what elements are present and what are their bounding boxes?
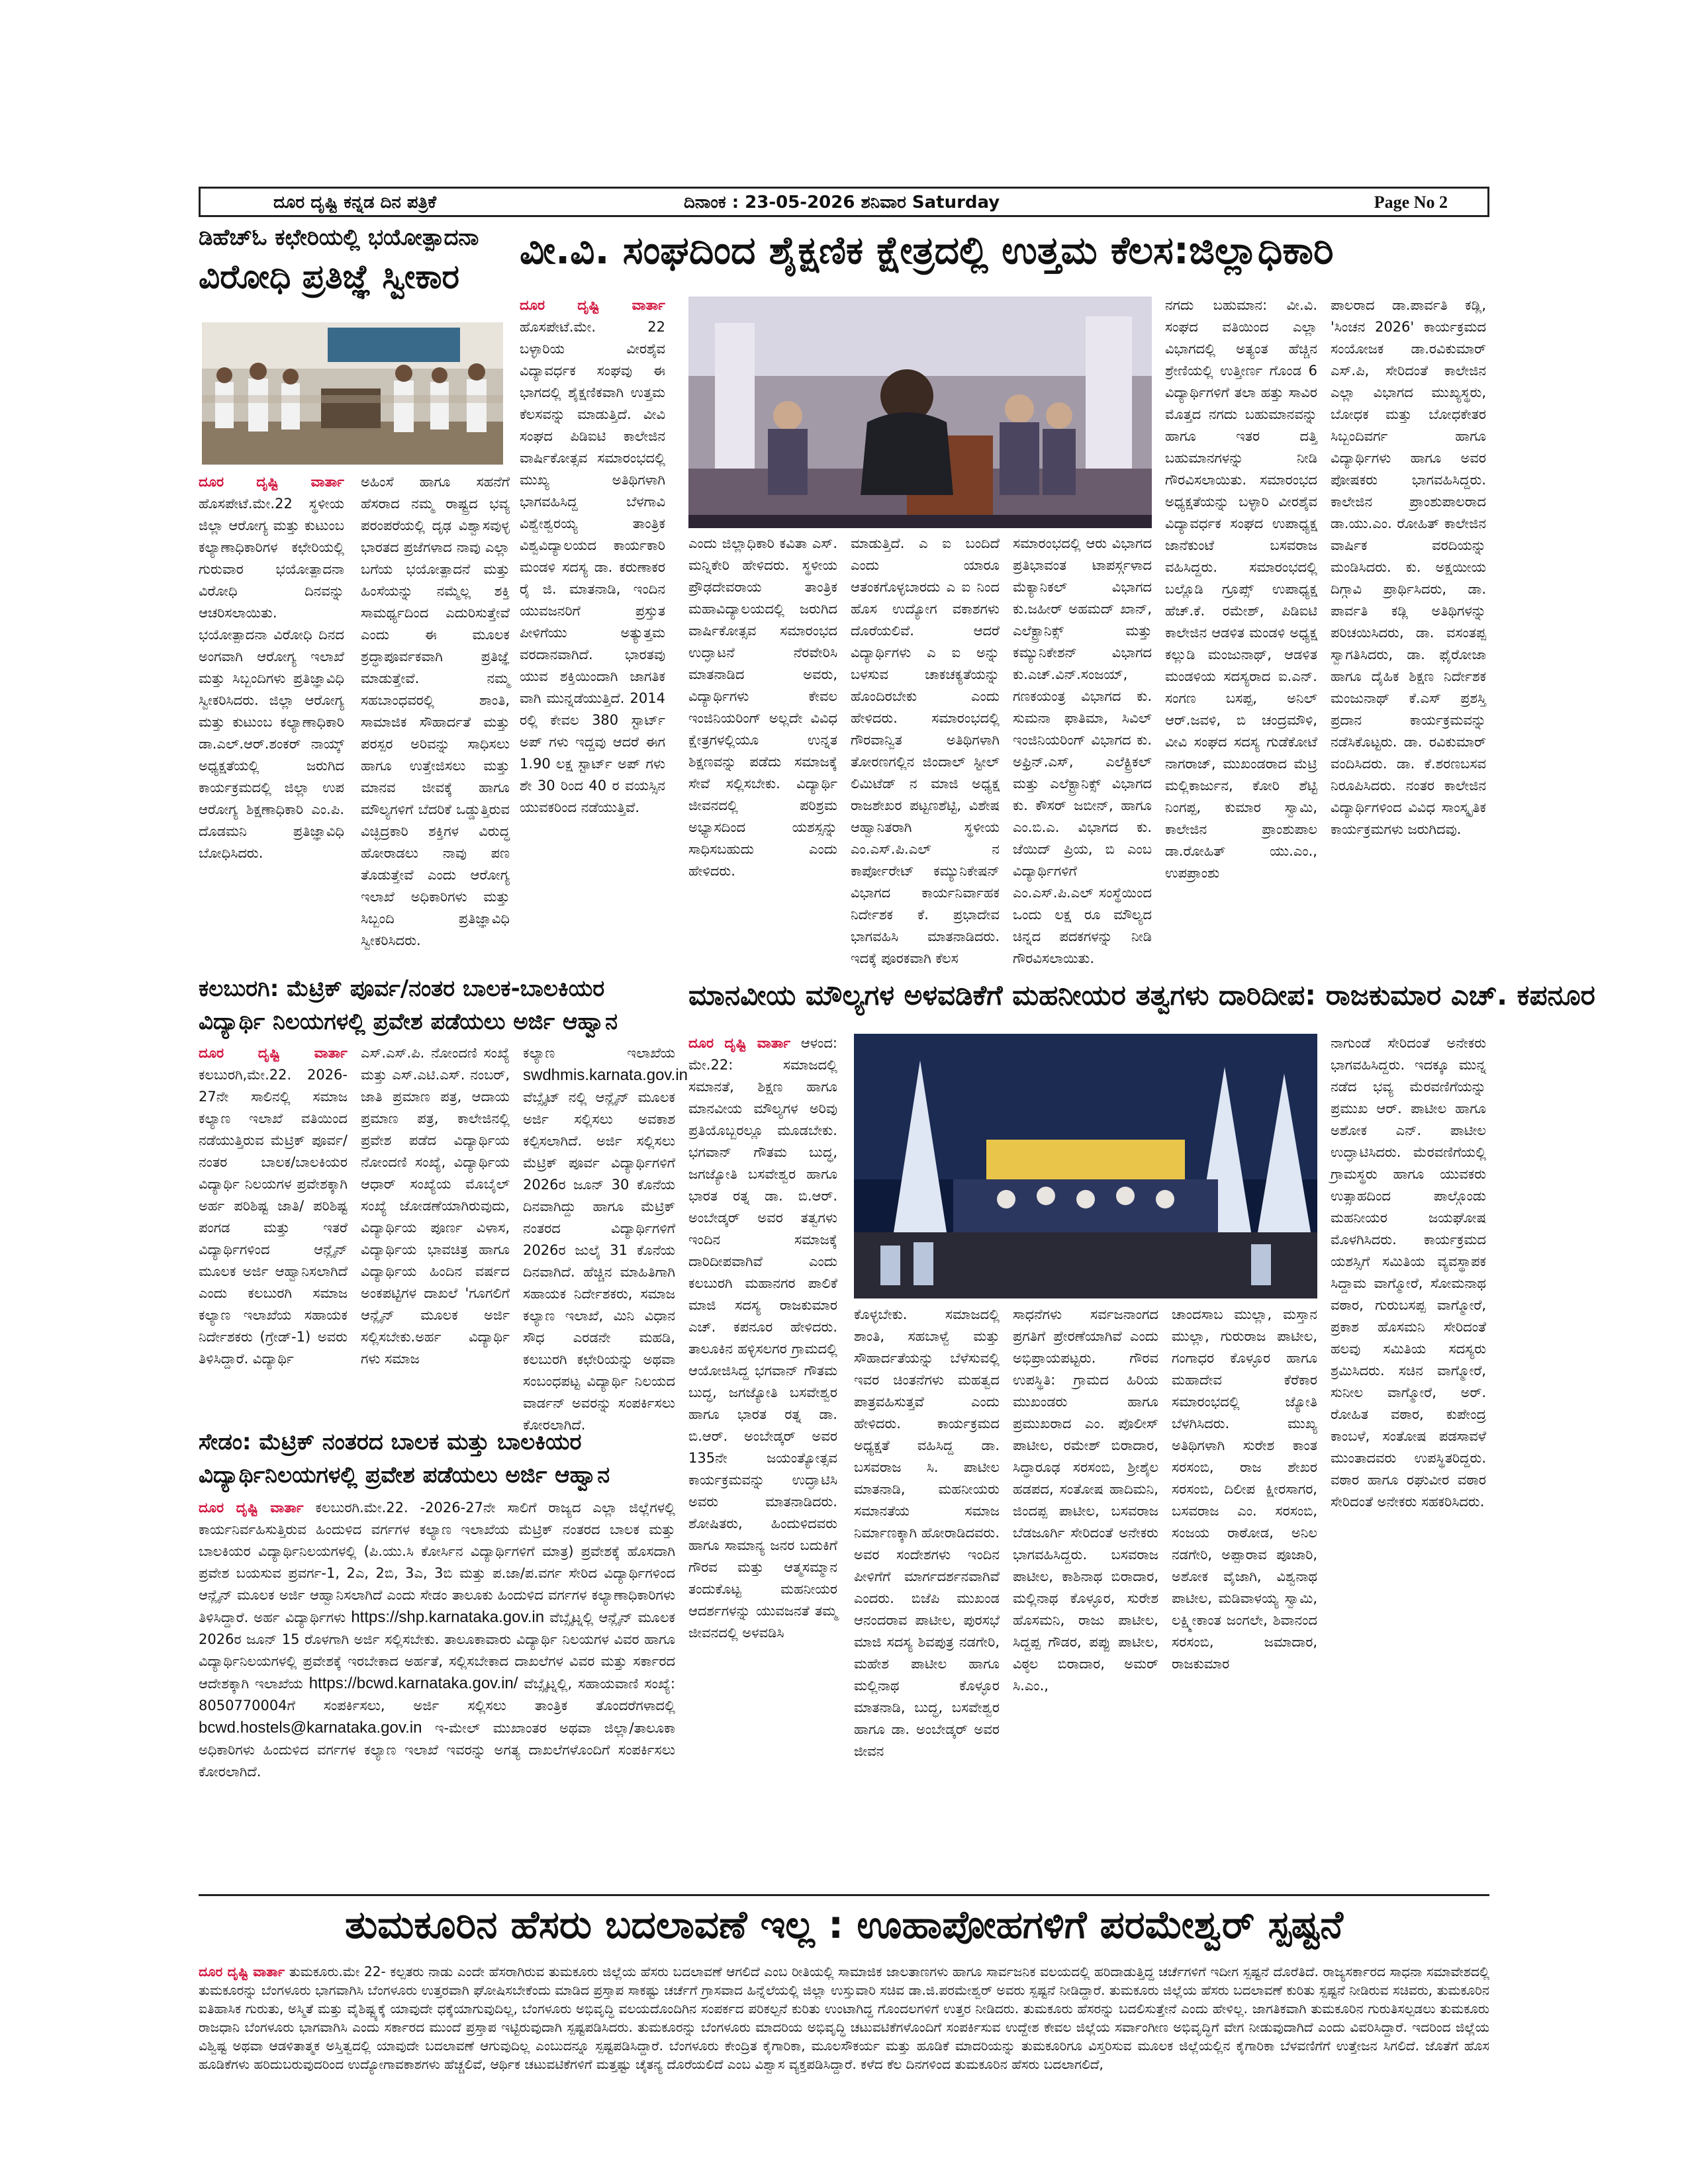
article1-col2: ಅಹಿಂಸೆ ಹಾಗೂ ಸಹನೆಗೆ ಹೆಸರಾದ ನಮ್ಮ ರಾಷ್ಟ್ರದ ಭವ್ಯ ಪರಂಪರೆಯಲ್ಲಿ ದೃಢ ವಿಶ್ವಾಸವುಳ್ಳ ಭಾರತದ ಪ್ರಜೆಗಳಾದ ನಾವು ಎಲ್ಲಾ ಬಗೆಯ ಭಯೋತ್ಪಾದನೆ ಮತ್ತು ಹಿಂಸೆಯನ್ನು ನಮ್ಮೆಲ್ಲ ಶಕ್ತಿ ಸಾಮರ್ಥ್ಯದಿಂದ ಎದುರಿಸುತ್ತೇವೆ ಎಂದು ಈ ಮೂಲಕ ಶ್ರದ್ಧಾಪೂರ್ವಕವಾಗಿ ಪ್ರತಿಜ್ಞೆ ಮಾಡುತ್ತೇವೆ. ನಮ್ಮ ಸಹಬಾಂಧವರಲ್ಲಿ ಶಾಂತಿ, ಸಾಮಾಜಿಕ ಸೌಹಾರ್ದತೆ ಮತ್ತು ಪರಸ್ಪರ ಅರಿವನ್ನು ಸಾಧಿಸಲು ಹಾಗೂ ಉತ್ತೇಜಿಸಲು ಮತ್ತು ಮಾನವ ಜೀವಕ್ಕೆ ಹಾಗೂ ಮೌಲ್ಯಗಳಿಗೆ ಬೆದರಿಕೆ ಒಡ್ಡುತ್ತಿರುವ ವಿಚ್ಛಿದ್ರಕಾರಿ ಶಕ್ತಿಗಳ ವಿರುದ್ಧ ಹೋರಾಡಲು ನಾವು ಪಣ ತೊಡುತ್ತೇವೆ ಎಂದು ಆರೋಗ್ಯ ಇಲಾಖೆ ಅಧಿಕಾರಿಗಳು ಮತ್ತು ಸಿಬ್ಬಂದಿ ಪ್ರತಿಜ್ಞಾವಿಧಿ ಸ್ವೀಕರಿಸಿದರು. xyxy=(361,474,510,948)
article5-headline: ಮಾನವೀಯ ಮೌಲ್ಯಗಳ ಅಳವಡಿಕೆಗೆ ಮಹನೀಯರ ತತ್ವಗಳು ದಾರಿದೀಪ: ರಾಜಕುಮಾರ ಎಚ್. ಕಪನೂರ xyxy=(688,979,1595,1011)
article6-byline: ದೂರ ದೃಷ್ಟಿ ವಾರ್ತಾ xyxy=(199,1964,285,1979)
article2-col-f: ಪಾಲರಾದ ಡಾ.ಪಾರ್ವತಿ ಕಡ್ಲಿ, 'ಸಿಂಚನ 2026' ಕಾರ್ಯಕ್ರಮದ ಸಂಯೋಜಕ ಡಾ.ರವಿಕುಮಾರ್ ಎಸ್.ಪಿ, ಸೇರಿದಂತೆ ಕಾಲೇಜಿನ ಎಲ್ಲಾ ವಿಭಾಗದ ಮುಖ್ಯಸ್ಥರು, ಬೋಧಕ ಮತ್ತು ಬೋಧಕೇತರ ಸಿಬ್ಬಂದಿವರ್ಗ ಹಾಗೂ ವಿದ್ಯಾರ್ಥಿಗಳು ಹಾಗೂ ಅವರ ಪೋಷಕರು ಭಾಗವಹಿಸಿದ್ದರು. ಕಾಲೇಜಿನ ಪ್ರಾಂಶುಪಾಲರಾದ ಡಾ.ಯು.ಎಂ. ರೋಹಿತ್ ಕಾಲೇಜಿನ ವಾರ್ಷಿಕ ವರದಿಯನ್ನು ಮಂಡಿಸಿದರು. ಕು. ಅಕ್ಷಯೀಯ ದಿಗ್ಗಾವಿ ಪ್ರಾರ್ಥಿಸಿದರು, ಡಾ. ಪಾರ್ವತಿ ಕಡ್ಲಿ ಅತಿಥಿಗಳನ್ನು ಪರಿಚಯಿಸಿದರು, ಡಾ. ವಸಂತಪ್ಪ ಸ್ವಾಗತಿಸಿದರು, ಡಾ. ಫೈರೋಜಾ ಹಾಗೂ ದೈಹಿಕ ಶಿಕ್ಷಣ ನಿರ್ದೇಶಕ ಮಂಜುನಾಥ್ ಕೆ.ಎಸ್ ಪ್ರಶಸ್ತಿ ಪ್ರದಾನ ಕಾರ್ಯಕ್ರಮವನ್ನು ನಡೆಸಿಕೊಟ್ಟರು. ಡಾ. ರವಿಕುಮಾರ್ ವಂದಿಸಿದರು. ಡಾ. ಕೆ.ಶರಣಬಸವ ನಿರೂಪಿಸಿದರು. ನಂತರ ಕಾಲೇಜಿನ ವಿದ್ಯಾರ್ಥಿಗಳಿಂದ ವಿವಿಧ ಸಾಂಸ್ಕೃತಿಕ ಕಾರ್ಯಕ್ರಮಗಳು ಜರುಗಿದವು. xyxy=(1331,297,1486,837)
article6-body: ದೂರ ದೃಷ್ಟಿ ವಾರ್ತಾ ತುಮಕೂರು.ಮೇ 22- ಕಲ್ಪತರು ನಾಡು ಎಂದೇ ಹೆಸರಾಗಿರುವ ತುಮಕೂರು ಜಿಲ್ಲೆಯ ಹೆಸರು ಬದಲಾವಣೆ ಆಗಲಿದೆ ಎಂಬ ರೀತಿಯಲ್ಲಿ ಸಾಮಾಜಿಕ ಜಾಲತಾಣಗಳು ಹಾಗೂ ಸಾರ್ವಜನಿಕ ವಲಯದಲ್ಲಿ ಹರಿದಾಡುತ್ತಿದ್ದ ಚರ್ಚೆಗಳಿಗೆ ಇದೀಗ ಸ್ಪಷ್ಟನೆ ದೊರೆತಿದೆ. ರಾಜ್ಯಸರ್ಕಾರದ ಸಾಧನಾ ಸಮಾವೇಶದಲ್ಲಿ ತುಮಕೂರನ್ನು ಬೆಂಗಳೂರು ಭಾಗವಾಗಿಸಿ ಬೆಂಗಳೂರು ಉತ್ತರವಾಗಿ ಘೋಷಿಸಬೇಕೆಂದು ಮಾಡಿದ ಪ್ರಸ್ತಾಪ ಸಾಕಷ್ಟು ಚರ್ಚೆಗೆ ಗ್ರಾಸವಾದ ಹಿನ್ನೆಲೆಯಲ್ಲಿ ಜಿಲ್ಲಾ ಉಸ್ತುವಾರಿ ಸಚಿವ ಡಾ.ಜಿ.ಪರಮೇಶ್ವರ್ ಅವರು ಸ್ಪಷ್ಟನೆ ನೀಡಿದ್ದಾರೆ. ತುಮಕೂರು ಜಿಲ್ಲೆಯ ಹೆಸರು ಬದಲಾವಣೆ ಕುರಿತು ಸ್ಪಷ್ಟನೆ ನೀಡಿರುವ ಸಚಿವರು, ತುಮಕೂರಿನ ಐತಿಹಾಸಿಕ ಗುರುತು, ಅಸ್ಮಿತೆ ಮತ್ತು ವೈಶಿಷ್ಟ್ಯಕ್ಕೆ ಯಾವುದೇ ಧಕ್ಕೆಯಾಗುವುದಿಲ್ಲ, ಬೆಂಗಳೂರು ಅಭಿವೃದ್ಧಿ ವಲಯದೊಂದಿಗಿನ ಸಂಪರ್ಕದ ಪರಿಕಲ್ಪನೆ ಕುರಿತು ಉಂಟಾಗಿದ್ದ ಗೊಂದಲಗಳಿಗೆ ಉತ್ತರ ನೀಡಿದರು. ತುಮಕೂರು ಹೆಸರನ್ನು ಬದಲಿಸುತ್ತೇನೆ ಎಂದು ಹೇಳಿಲ್ಲ. ಜಾಗತಿಕವಾಗಿ ತುಮಕೂರಿನ ಗುರುತಿಸಲ್ಪಡಲು ತುಮಕೂರು ರಾಜಧಾನಿ ಬೆಂಗಳೂರು ಭಾಗವಾಗಿಸಿ ಎಂದು ಸರ್ಕಾರದ ಮುಂದೆ ಪ್ರಸ್ತಾಪ ಇಟ್ಟಿರುವುದಾಗಿ ಸ್ಪಷ್ಟಪಡಿಸಿದರು. ತುಮಕೂರನ್ನು ಬೆಂಗಳೂರು ಮಾದರಿಯ ಅಭಿವೃದ್ಧಿ ಚಟುವಟಿಕೆಗಳೊಂದಿಗೆ ಸಂಪರ್ಕಿಸುವ ಉದ್ದೇಶ ಕೇವಲ ಜಿಲ್ಲೆಯ ಸರ್ವಾಂಗೀಣ ಅಭಿವೃದ್ಧಿಗೆ ವೇಗ ನೀಡುವುದಾಗಿದೆ ಎಂದು ವಿವರಿಸಿದ್ದಾರೆ. ಇದರಿಂದ ಜಿಲ್ಲೆಯ ವಿಶ್ವಿಷ್ಟ ಅಥವಾ ಆಡಳಿತಾತ್ಮಕ ಅಸ್ತಿತ್ವದಲ್ಲಿ ಯಾವುದೇ ಬದಲಾವಣೆ ಆಗುವುದಿಲ್ಲ ಎಂಬುದನ್ನೂ ಸ್ಪಷ್ಟಪಡಿಸಿದ್ದಾರೆ. ಬೆಂಗಳೂರು ಕೇಂದ್ರಿತ ಕೈಗಾರಿಕಾ, ಮೂಲಸೌಕರ್ಯ ಮತ್ತು ಹೂಡಿಕೆ ಮಾದರಿಯನ್ನು ತುಮಕೂರಿಗೂ ವಿಸ್ತರಿಸುವ ಮೂಲಕ ಜಿಲ್ಲೆಯಲ್ಲಿನ ಕೈಗಾರಿಕಾ ಬೆಳವಣಿಗೆಗೆ ಉತ್ತೇಜನ ಸಿಗಲಿದೆ. ಜೊತೆಗೆ ಹೊಸ ಹೂಡಿಕೆಗಳು ಹರಿದುಬರುವುದರಿಂದ ಉದ್ಯೋಗಾವಕಾಶಗಳು ಹೆಚ್ಚಲಿವೆ, ಆರ್ಥಿಕ ಚಟುವಟಿಕೆಗಳಿಗೆ ಮತ್ತಷ್ಟು ಚೈತನ್ಯ ದೊರೆಯಲಿದೆ ಎಂಬ ವಿಶ್ವಾಸ ವ್ಯಕ್ತಪಡಿಸಿದ್ದಾರೆ. ಕಳೆದ ಕೆಲ ದಿನಗಳಿಂದ ತುಮಕೂರಿನ ಹೆಸರು ಬದಲಾಗಲಿದೆ, xyxy=(199,1964,1490,2072)
article4-headline-line2: ವಿದ್ಯಾರ್ಥಿನಿಲಯಗಳಲ್ಲಿ ಪ್ರವೇಶ ಪಡೆಯಲು ಅರ್ಜಿ ಆಹ್ವಾನ xyxy=(199,1462,610,1488)
article2-col-d: ಸಮಾರಂಭದಲ್ಲಿ ಆರು ವಿಭಾಗದ ಪ್ರತಿಭಾವಂತ ಟಾಪರ್ಸ್ಗಳಾದ ಮೆಕ್ಯಾನಿಕಲ್ ವಿಭಾಗದ ಕು.ಜಹೀರ್ ಅಹಮದ್ ಖಾನ್, ಎಲೆಕ್ಟ್ರಾನಿಕ್ಸ್ ಮತ್ತು ಕಮ್ಯುನಿಕೇಶನ್ ವಿಭಾಗದ ಕು.ಎಚ್.ವಿನ್.ಸಂಜಯ್, ಗಣಕಯಂತ್ರ ವಿಭಾಗದ ಕು. ಸುಮನಾ ಫಾತಿಮಾ, ಸಿವಿಲ್ ಇಂಜಿನಿಯರಿಂಗ್ ವಿಭಾಗದ ಕು. ಅಫ್ರಿನ್.ಎಸ್, ಎಲೆಕ್ಟ್ರಿಕಲ್ ಮತ್ತು ಎಲೆಕ್ಟ್ರಾನಿಕ್ಸ್ ವಿಭಾಗದ ಕು. ಕೌಸರ್ ಜಬೀನ್, ಹಾಗೂ ಎಂ.ಬಿ.ಎ. ವಿಭಾಗದ ಕು. ಜೆಯಿದ್ ಪ್ರಿಯ, ಬಿ ಎಂಬ ವಿದ್ಯಾರ್ಥಿಗಳಿಗೆ ಎಂ.ಎಸ್.ಪಿ.ಎಲ್ ಸಂಸ್ಥೆಯಿಂದ ಒಂದು ಲಕ್ಷ ರೂ ಮೌಲ್ಯದ ಚಿನ್ನದ ಪದಕಗಳನ್ನು ನೀಡಿ ಗೌರವಿಸಲಾಯಿತು. xyxy=(1013,535,1152,966)
jayanti-event-photo xyxy=(854,1034,1317,1298)
article3-col3: ಕಲ್ಯಾಣ ಇಲಾಖೆಯ swdhmis.karnata.gov.in ವೆಬ್ಸೈಟ್ ನಲ್ಲಿ ಆನ್ಲೈನ್ ಮೂಲಕ ಅರ್ಜಿ ಸಲ್ಲಿಸಲು ಅವಕಾಶ ಕಲ್ಪಿಸಲಾಗಿದೆ. ಅರ್ಜಿ ಸಲ್ಲಿಸಲು ಮೆಟ್ರಿಕ್ ಪೂರ್ವ ವಿದ್ಯಾರ್ಥಿಗಳಿಗೆ 2026ರ ಜೂನ್ 30 ಕೊನೆಯ ದಿನವಾಗಿದ್ದು ಹಾಗೂ ಮೆಟ್ರಿಕ್ ನಂತರದ ವಿದ್ಯಾರ್ಥಿಗಳಿಗೆ 2026ರ ಜುಲೈ 31 ಕೊನೆಯ ದಿನವಾಗಿದೆ. ಹೆಚ್ಚಿನ ಮಾಹಿತಿಗಾಗಿ ಸಹಾಯಕ ನಿರ್ದೇಶಕರು, ಸಮಾಜ ಕಲ್ಯಾಣ ಇಲಾಖೆ, ಮಿನಿ ವಿಧಾನ ಸೌಧ ಎರಡನೇ ಮಹಡಿ, ಕಲಬುರಗಿ ಕಛೇರಿಯನ್ನು ಅಥವಾ ಸಂಬಂಧಪಟ್ಟ ವಿದ್ಯಾರ್ಥಿ ನಿಲಯದ ವಾರ್ಡನ್ ಅವರನ್ನು ಸಂಪರ್ಕಿಸಲು ಕೋರಲಾಗಿದೆ. xyxy=(523,1045,688,1433)
article2-headline: ವೀ.ವಿ. ಸಂಘದಿಂದ ಶೈಕ್ಷಣಿಕ ಕ್ಷೇತ್ರದಲ್ಲಿ ಉತ್ತಮ ಕೆಲಸ:ಜಿಲ್ಲಾಧಿಕಾರಿ xyxy=(520,228,1334,273)
article4-headline-line1: ಸೇಡಂ: ಮೆಟ್ರಿಕ್ ನಂತರದ ಬಾಲಕ ಮತ್ತು ಬಾಲಕಿಯರ xyxy=(199,1429,582,1455)
masthead xyxy=(199,187,1489,217)
article4-url2[interactable]: https://bcwd.karnataka.gov.in/ xyxy=(308,1674,518,1692)
article5-col-b: ಕೊಳ್ಳಬೇಕು. ಸಮಾಜದಲ್ಲಿ ಶಾಂತಿ, ಸಹಬಾಳ್ವೆ ಮತ್ತು ಸೌಹಾರ್ದತೆಯನ್ನು ಬೆಳೆಸುವಲ್ಲಿ ಇವರ ಚಿಂತನೆಗಳು ಮಹತ್ವದ ಪಾತ್ರವಹಿಸುತ್ತವೆ ಎಂದು ಹೇಳಿದರು. ಕಾರ್ಯಕ್ರಮದ ಅಧ್ಯಕ್ಷತೆ ವಹಿಸಿದ್ದ ಡಾ. ಬಸವರಾಜ ಸಿ. ಪಾಟೀಲ ಮಾತನಾಡಿ, ಮಹನೀಯರು ಸಮಾನತೆಯ ಸಮಾಜ ನಿರ್ಮಾಣಕ್ಕಾಗಿ ಹೋರಾಡಿದವರು. ಅವರ ಸಂದೇಶಗಳು ಇಂದಿನ ಪೀಳಿಗೆಗೆ ಮಾರ್ಗದರ್ಶನವಾಗಿವೆ ಎಂದರು. ಬಿಜೆಪಿ ಮುಖಂಡ ಆನಂದರಾವ ಪಾಟೀಲ, ಪುರಸಭೆ ಮಾಜಿ ಸದಸ್ಯ ಶಿವಪುತ್ರ ನಡಗೇರಿ, ಮಹೇಶ ಪಾಟೀಲ ಹಾಗೂ ಮಲ್ಲಿನಾಥ ಕೊಳ್ಳೂರ ಮಾತನಾಡಿ, ಬುದ್ಧ, ಬಸವೇಶ್ವರ ಹಾಗೂ ಡಾ. ಅಂಬೇಡ್ಕರ್ ಅವರ ಜೀವನ xyxy=(854,1306,1000,1759)
college-event-photo xyxy=(688,296,1152,528)
article3-headline-line1: ಕಲಬುರಗಿ: ಮೆಟ್ರಿಕ್ ಪೂರ್ವ/ನಂತರ ಬಾಲಕ-ಬಾಲಕಿಯರ xyxy=(199,976,605,1002)
article4-url1[interactable]: https://shp.karnataka.gov.in xyxy=(351,1608,545,1626)
date-line: ದಿನಾಂಕ : 23-05-2026 ಶನಿವಾರ Saturday xyxy=(684,193,1000,212)
article1-col1: ದೂರ ದೃಷ್ಟಿ ವಾರ್ತಾ ಹೊಸಪೇಟೆ.ಮೇ.22 ಸ್ಥಳೀಯ ಜಿಲ್ಲಾ ಆರೋಗ್ಯ ಮತ್ತು ಕುಟುಂಬ ಕಲ್ಯಾಣಾಧಿಕಾರಿಗಳ ಕಛೇರಿಯಲ್ಲಿ ಗುರುವಾರ ಭಯೋತ್ಪಾದನಾ ವಿರೋಧಿ ದಿನವನ್ನು ಆಚರಿಸಲಾಯಿತು. ಭಯೋತ್ಪಾದನಾ ವಿರೋಧಿ ದಿನದ ಅಂಗವಾಗಿ ಆರೋಗ್ಯ ಇಲಾಖೆ ಮತ್ತು ಸಿಬ್ಬಂದಿಗಳು ಪ್ರತಿಜ್ಞಾವಿಧಿ ಸ್ವೀಕರಿಸಿದರು. ಜಿಲ್ಲಾ ಆರೋಗ್ಯ ಮತ್ತು ಕುಟುಂಬ ಕಲ್ಯಾಣಾಧಿಕಾರಿ ಡಾ.ಎಲ್.ಆರ್.ಶಂಕರ್ ನಾಯ್ಕ್ ಅಧ್ಯಕ್ಷತೆಯಲ್ಲಿ ಜರುಗಿದ ಕಾರ್ಯಕ್ರಮದಲ್ಲಿ ಜಿಲ್ಲಾ ಉಪ ಆರೋಗ್ಯ ಶಿಕ್ಷಣಾಧಿಕಾರಿ ಎಂ.ಪಿ. ದೊಡಮನಿ ಪ್ರತಿಜ್ಞಾವಿಧಿ ಬೋಧಿಸಿದರು. xyxy=(199,474,344,861)
article3-byline: ದೂರ ದೃಷ್ಟಿ ವಾರ್ತಾ xyxy=(199,1045,348,1061)
article5-col-c: ಸಾಧನೆಗಳು ಸರ್ವಜನಾಂಗದ ಪ್ರಗತಿಗೆ ಪ್ರೇರಣೆಯಾಗಿವೆ ಎಂದು ಅಭಿಪ್ರಾಯಪಟ್ಟರು. ಗೌರವ ಉಪಸ್ಥಿತಿ: ಗ್ರಾಮದ ಹಿರಿಯ ಮುಖಂಡರು ಹಾಗೂ ಪ್ರಮುಖರಾದ ಎಂ. ಪೊಲೀಸ್ ಪಾಟೀಲ, ರಮೇಶ್ ಬಿರಾದಾರ, ಸಿದ್ಧಾರೂಢ ಸರಸಂಬಿ, ಶ್ರೀಶೈಲ ಹಡಪದ, ಸಂತೋಷ ಹಾದಿಮನಿ, ಜಿಂದಪ್ಪ ಪಾಟೀಲ, ಬಸವರಾಜ ಬೆಡಜೂರ್ಗಿ ಸೇರಿದಂತೆ ಅನೇಕರು ಭಾಗವಹಿಸಿದ್ದರು. ಬಸವರಾಜ ಪಾಟೀಲ, ಕಾಶಿನಾಥ ಬಿರಾದಾರ, ಮಲ್ಲಿನಾಥ ಕೊಳ್ಳೂರ, ಸುರೇಶ ಹೊಸಮನಿ, ರಾಜು ಪಾಟೀಲ, ಸಿದ್ದಪ್ಪ ಗೌಡರ, ಪಪ್ಪು ಪಾಟೀಲ, ವಿಠ್ಠಲ ಬಿರಾದಾರ, ಅಮರ್ ಸಿ.ಎಂ., xyxy=(1013,1306,1158,1694)
article4-body: ದೂರ ದೃಷ್ಟಿ ವಾರ್ತಾ ಕಲಬುರಗಿ.ಮೇ.22. -2026-27ನೇ ಸಾಲಿಗೆ ರಾಜ್ಯದ ಎಲ್ಲಾ ಜಿಲ್ಲೆಗಳಲ್ಲಿ ಕಾರ್ಯನಿರ್ವಹಿಸುತ್ತಿರುವ ಹಿಂದುಳಿದ ವರ್ಗಗಳ ಕಲ್ಯಾಣ ಇಲಾಖೆಯ ಮೆಟ್ರಿಕ್ ನಂತರದ ಬಾಲಕ ಮತ್ತು ಬಾಲಕಿಯರ ವಿದ್ಯಾರ್ಥಿನಿಲಯಗಳಲ್ಲಿ (ಪಿ.ಯು.ಸಿ ಕೋರ್ಸಿನ ವಿದ್ಯಾರ್ಥಿಗಳಿಗೆ ಮಾತ್ರ) ಪ್ರವೇಶಕ್ಕೆ ಹೊಸದಾಗಿ ಪ್ರವೇಶ ಬಯಸುವ ಪ್ರವರ್ಗ-1, 2ಎ, 2ಬಿ, 3ಎ, 3ಬಿ ಮತ್ತು ಪ.ಜಾ/ಪ.ವರ್ಗ ಸೇರಿದ ವಿದ್ಯಾರ್ಥಿಗಳಿಂದ ಆನ್ಲೈನ್ ಮೂಲಕ ಅರ್ಜಿ ಆಹ್ವಾನಿಸಲಾಗಿದೆ ಎಂದು ಸೇಡಂ ತಾಲೂಕು ಹಿಂದುಳಿದ ವರ್ಗಗಳ ಕಲ್ಯಾಣಾಧಿಕಾರಿಗಳು ತಿಳಿಸಿದ್ದಾರೆ. ಅರ್ಹ ವಿದ್ಯಾರ್ಥಿಗಳು https://shp.karnataka.gov.in ವೆಬ್ಸೈಟ್ನಲ್ಲಿ ಆನ್ಲೈನ್ ಮೂಲಕ 2026ರ ಜೂನ್ 15 ರೊಳಗಾಗಿ ಅರ್ಜಿ ಸಲ್ಲಿಸಬೇಕು. ತಾಲೂಕಾವಾರು ವಿದ್ಯಾರ್ಥಿ ನಿಲಯಗಳ ವಿವರ ಹಾಗೂ ವಿದ್ಯಾರ್ಥಿನಿಲಯಗಳಲ್ಲಿ ಪ್ರವೇಶಕ್ಕೆ ಇರಬೇಕಾದ ಅರ್ಹತೆ, ಸಲ್ಲಿಸಬೇಕಾದ ದಾಖಲೆಗಳ ವಿವರ ಮತ್ತು ಸರ್ಕಾರದ ಆದೇಶಕ್ಕಾಗಿ ಇಲಾಖೆಯ https://bcwd.karnataka.gov.in/ ವೆಬ್ಸೈಟ್ನಲ್ಲಿ, ಸಹಾಯವಾಣಿ ಸಂಖ್ಯೆ: 8050770004ಗೆ ಸಂಪರ್ಕಿಸಲು, ಅರ್ಜಿ ಸಲ್ಲಿಸಲು ತಾಂತ್ರಿಕ ತೊಂದರೆಗಳಾದಲ್ಲಿ bcwd.hostels@karnataka.gov.in ಇ-ಮೇಲ್ ಮುಖಾಂತರ ಅಥವಾ ಜಿಲ್ಲಾ/ತಾಲೂಕಾ ಅಧಿಕಾರಿಗಳು ಹಿಂದುಳಿದ ವರ್ಗಗಳ ಕಲ್ಯಾಣ ಇಲಾಖೆ ಇವರನ್ನು ಅಗತ್ಯ ದಾಖಲೆಗಳೊಂದಿಗೆ ಸಂಪರ್ಕಿಸಲು ಕೋರಲಾಗಿದೆ. xyxy=(199,1500,676,1780)
article2-col-b: ಎಂದು ಜಿಲ್ಲಾಧಿಕಾರಿ ಕವಿತಾ ಎಸ್. ಮನ್ನಿಕೇರಿ ಹೇಳಿದರು. ಸ್ಥಳೀಯ ಪ್ರೌಢದೇವರಾಯ ತಾಂತ್ರಿಕ ಮಹಾವಿದ್ಯಾಲಯದಲ್ಲಿ ಜರುಗಿದ ವಾರ್ಷಿಕೋತ್ಸವ ಸಮಾರಂಭದ ಉದ್ಘಾಟನೆ ನೆರವೇರಿಸಿ ಮಾತನಾಡಿದ ಅವರು, ವಿದ್ಯಾರ್ಥಿಗಳು ಕೇವಲ ಇಂಜಿನಿಯರಿಂಗ್ ಅಲ್ಲದೇ ವಿವಿಧ ಕ್ಷೇತ್ರಗಳಲ್ಲಿಯೂ ಉನ್ನತ ಶಿಕ್ಷಣವನ್ನು ಪಡೆದು ಸಮಾಜಕ್ಕೆ ಸೇವೆ ಸಲ್ಲಿಸಬೇಕು. ವಿದ್ಯಾರ್ಥಿ ಜೀವನದಲ್ಲಿ ಪರಿಶ್ರಮ ಅಭ್ಯಾಸದಿಂದ ಯಶಸ್ಸನ್ನು ಸಾಧಿಸಬಹುದು ಎಂದು ಹೇಳಿದರು. xyxy=(688,535,837,879)
article2-col-e: ನಗದು ಬಹುಮಾನ: ವೀ.ವಿ. ಸಂಘದ ವತಿಯಿಂದ ಎಲ್ಲಾ ವಿಭಾಗದಲ್ಲಿ ಅತ್ಯಂತ ಹೆಚ್ಚಿನ ಶ್ರೇಣಿಯಲ್ಲಿ ಉತ್ತೀರ್ಣ ಗೊಂಡ 6 ವಿದ್ಯಾರ್ಥಿಗಳಿಗೆ ತಲಾ ಹತ್ತು ಸಾವಿರ ಮೊತ್ತದ ನಗದು ಬಹುಮಾನವನ್ನು ಹಾಗೂ ಇತರ ದತ್ತಿ ಬಹುಮಾನಗಳನ್ನು ನೀಡಿ ಗೌರವಿಸಲಾಯಿತು. ಸಮಾರಂಭದ ಅಧ್ಯಕ್ಷತೆಯನ್ನು ಬಳ್ಳಾರಿ ವೀರಶೈವ ವಿದ್ಯಾವರ್ಧಕ ಸಂಘದ ಉಪಾಧ್ಯಕ್ಷ ಜಾನೆಕುಂಟೆ ಬಸವರಾಜ ವಹಿಸಿದ್ದರು. ಸಮಾರಂಭದಲ್ಲಿ ಬಲ್ಲೊಡಿ ಗ್ರೂಪ್ಸ್ ಉಪಾಧ್ಯಕ್ಷ ಹೆಚ್.ಕೆ. ರಮೇಶ್, ಪಿಡಿಐಟಿ ಕಾಲೇಜಿನ ಆಡಳಿತ ಮಂಡಳಿ ಅಧ್ಯಕ್ಷ ಕಲ್ಲುಡಿ ಮಂಜುನಾಥ್, ಆಡಳಿತ ಮಂಡಳಿಯ ಸದಸ್ಯರಾದ ಐ.ಎನ್. ಸಂಗಣ ಬಸಪ್ಪ, ಅನಿಲ್ ಆರ್.ಜವಳಿ, ಬಿ ಚಂದ್ರಮೌಳಿ, ವೀವಿ ಸಂಘದ ಸದಸ್ಯ ಗುಡೆಕೋಟೆ ನಾಗರಾಜ್, ಮುಖಂಡರಾದ ಮೆಟ್ರಿ ಮಲ್ಲಿಕಾರ್ಜುನ, ಕೋರಿ ಶೆಟ್ಟಿ ನಿಂಗಪ್ಪ, ಕುಮಾರ ಸ್ವಾಮಿ, ಕಾಲೇಜಿನ ಪ್ರಾಂಶುಪಾಲ ಡಾ.ರೋಹಿತ್ ಯು.ಎಂ., ಉಪಪ್ರಾಂಶು xyxy=(1165,297,1317,881)
article5-col-e: ನಾಗುಂಡೆ ಸೇರಿದಂತೆ ಅನೇಕರು ಭಾಗವಹಿಸಿದ್ದರು. ಇದಕ್ಕೂ ಮುನ್ನ ನಡೆದ ಭವ್ಯ ಮೆರವಣಿಗೆಯನ್ನು ಪ್ರಮುಖ ಆರ್. ಪಾಟೀಲ ಹಾಗೂ ಅಶೋಕ ಎನ್. ಪಾಟೀಲ ಉದ್ಘಾಟಿಸಿದರು. ಮೆರವಣಿಗೆಯಲ್ಲಿ ಗ್ರಾಮಸ್ಥರು ಹಾಗೂ ಯುವಕರು ಉತ್ಸಾಹದಿಂದ ಪಾಲ್ಗೊಂಡು ಮಹನೀಯರ ಜಯಘೋಷ ಮೊಳಗಿಸಿದರು. ಕಾರ್ಯಕ್ರಮದ ಯಶಸ್ಸಿಗೆ ಸಮಿತಿಯ ವ್ಯವಸ್ಥಾಪಕ ಸಿದ್ದಾಮ ವಾಗ್ಮೋರೆ, ಸೋಮನಾಥ ವಠಾರ, ಗುರುಬಸಪ್ಪ ವಾಗ್ಮೋರೆ, ಪ್ರಕಾಶ ಹೊಸಮನಿ ಸೇರಿದಂತೆ ಹಲವು ಸಮಿತಿಯ ಸದಸ್ಯರು ಶ್ರಮಿಸಿದರು. ಸಚಿನ ವಾಗ್ಮೋರೆ, ಸುನೀಲ ವಾಗ್ಮೋರೆ, ಅರ್. ರೋಹಿತ ವಠಾರ, ಕುಪೇಂದ್ರ ಕಾಂಬಳೆ, ಸಂತೋಷ ಪಡಸಾವಳೆ ಮುಂತಾದವರು ಉಪಸ್ಥಿತರಿದ್ದರು. ವಠಾರ ಹಾಗೂ ರಘುವೀರ ವಠಾರ ಸೇರಿದಂತೆ ಅನೇಕರು ಸಹಕರಿಸಿದರು. xyxy=(1331,1035,1486,1510)
article1-kicker: ಡಿಹೆಚ್ಓ ಕಛೇರಿಯಲ್ಲಿ ಭಯೋತ್ಪಾದನಾ xyxy=(199,224,479,251)
article4-email[interactable]: bcwd.hostels@karnataka.gov.in xyxy=(199,1719,422,1737)
article5-col-d: ಚಾಂದಸಾಬ ಮುಲ್ಲಾ, ಮಸ್ತಾನ ಮುಲ್ಲಾ, ಗುರುರಾಜ ಪಾಟೀಲ, ಗಂಗಾಧರ ಕೊಳ್ಳೂರ ಹಾಗೂ ಮಹಾದೇವ ಕೆರೆಕಾರ ಸಮಾರಂಭದಲ್ಲಿ ಜ್ಯೋತಿ ಬೆಳಗಿಸಿದರು. ಮುಖ್ಯ ಅತಿಥಿಗಳಾಗಿ ಸುರೇಶ ಕಾಂತ ಸರಸಂಬಿ, ರಾಜ ಶೇಖರ ಸರಸಂಬಿ, ದಿಲೀಪ ಕ್ಷೀರಸಾಗರ, ಬಸವರಾಜ ಎಂ. ಸರಸಂಬಿ, ಸಂಜಯ ರಾಠೋಡ, ಅನಿಲ ನಡಗೇರಿ, ಅಪ್ಪಾರಾವ ಪೂಜಾರಿ, ಅಶೋಕ ವೈಜಾಗಿ, ವಿಶ್ವನಾಥ ಪಾಟೀಲ, ಮಡಿವಾಳಯ್ಯ ಸ್ವಾಮಿ, ಲಕ್ಷ್ಮೀಕಾಂತ ಜಂಗಲೇ, ಶಿವಾನಂದ ಸರಸಂಬಿ, ಜಮಾದಾರ, ರಾಜಕುಮಾರ xyxy=(1172,1306,1317,1672)
paper-name: ದೂರ ದೃಷ್ಟಿ ಕನ್ನಡ ದಿನ ಪತ್ರಿಕೆ xyxy=(273,193,437,212)
article1-byline: ದೂರ ದೃಷ್ಟಿ ವಾರ್ತಾ xyxy=(199,474,344,490)
article2-col-a: ದೂರ ದೃಷ್ಟಿ ವಾರ್ತಾ ಹೊಸಪೇಟೆ.ಮೇ. 22 ಬಳ್ಳಾರಿಯ ವೀರಶೈವ ವಿದ್ಯಾವರ್ಧಕ ಸಂಘವು ಈ ಭಾಗದಲ್ಲಿ ಶೈಕ್ಷಣಿಕವಾಗಿ ಉತ್ತಮ ಕೆಲಸವನ್ನು ಮಾಡುತ್ತಿದೆ. ವೀವಿ ಸಂಘದ ಪಿಡಿಐಟಿ ಕಾಲೇಜಿನ ವಾರ್ಷಿಕೋತ್ಸವ ಸಮಾರಂಭದಲ್ಲಿ ಮುಖ್ಯ ಅತಿಥಿಗಳಾಗಿ ಭಾಗವಹಿಸಿದ್ದ ಬೆಳಗಾವಿ ವಿಶ್ವೇಶ್ವರಯ್ಯ ತಾಂತ್ರಿಕ ವಿಶ್ವವಿದ್ಯಾಲಯದ ಕಾರ್ಯಕಾರಿ ಮಂಡಳಿ ಸದಸ್ಯ ಡಾ. ಕರುಣಾಕರ ರೈ ಜಿ. ಮಾತನಾಡಿ, ಇಂದಿನ ಯುವಜನರಿಗೆ ಪ್ರಸ್ತುತ ಪೀಳಿಗೆಯು ಅತ್ಯುತ್ತಮ ವರದಾನವಾಗಿದೆ. ಭಾರತವು ಯುವ ಶಕ್ತಿಯಿಂದಾಗಿ ಜಾಗತಿಕ ವಾಗಿ ಮುನ್ನಡೆಯುತ್ತಿದೆ. 2014 ರಲ್ಲಿ ಕೇವಲ 380 ಸ್ಟಾರ್ಟ್ ಅಪ್ ಗಳು ಇದ್ದವು ಆದರೆ ಈಗ 1.90 ಲಕ್ಷ ಸ್ಟಾರ್ಟ್ ಅಪ್ ಗಳು ಶೇ 30 ರಿಂದ 40 ರ ವಯಸ್ಸಿನ ಯುವಕರಿಂದ ನಡೆಯುತ್ತಿವೆ. xyxy=(520,297,665,815)
article1-headline: ವಿರೋಧಿ ಪ್ರತಿಜ್ಞೆ ಸ್ವೀಕಾರ xyxy=(199,257,459,296)
article5-col-a: ದೂರ ದೃಷ್ಟಿ ವಾರ್ತಾ ಆಳಂದ: ಮೇ.22: ಸಮಾಜದಲ್ಲಿ ಸಮಾನತೆ, ಶಿಕ್ಷಣ ಹಾಗೂ ಮಾನವೀಯ ಮೌಲ್ಯಗಳ ಅರಿವು ಪ್ರತಿಯೊಬ್ಬರಲ್ಲೂ ಮೂಡಬೇಕು. ಭಗವಾನ್ ಗೌತಮ ಬುದ್ಧ, ಜಗಜ್ಯೋತಿ ಬಸವೇಶ್ವರ ಹಾಗೂ ಭಾರತ ರತ್ನ ಡಾ. ಬಿ.ಆರ್. ಅಂಬೇಡ್ಕರ್ ಅವರ ತತ್ವಗಳು ಇಂದಿನ ಸಮಾಜಕ್ಕೆ ದಾರಿದೀಪವಾಗಿವೆ ಎಂದು ಕಲಬುರಗಿ ಮಹಾನಗರ ಪಾಲಿಕೆ ಮಾಜಿ ಸದಸ್ಯ ರಾಜಕುಮಾರ ಎಚ್. ಕಪನೂರ ಹೇಳಿದರು. ತಾಲೂಕಿನ ಹಳ್ಳಿಸಲಗರ ಗ್ರಾಮದಲ್ಲಿ ಆಯೋಜಿಸಿದ್ದ ಭಗವಾನ್ ಗೌತಮ ಬುದ್ಧ, ಜಗಜ್ಯೋತಿ ಬಸವೇಶ್ವರ ಹಾಗೂ ಭಾರತ ರತ್ನ ಡಾ. ಬಿ.ಆರ್. ಅಂಬೇಡ್ಕರ್ ಅವರ 135ನೇ ಜಯಂತ್ಯೋತ್ಸವ ಕಾರ್ಯಕ್ರಮವನ್ನು ಉದ್ಘಾಟಿಸಿ ಅವರು ಮಾತನಾಡಿದರು. ಶೋಷಿತರು, ಹಿಂದುಳಿದವರು ಹಾಗೂ ಸಾಮಾನ್ಯ ಜನರ ಬದುಕಿಗೆ ಗೌರವ ಮತ್ತು ಆತ್ಮಸಮ್ಮಾನ ತಂದುಕೊಟ್ಟ ಮಹನೀಯರ ಆದರ್ಶಗಳನ್ನು ಯುವಜನತೆ ತಮ್ಮ ಜೀವನದಲ್ಲಿ ಅಳವಡಿಸಿ xyxy=(688,1035,837,1641)
article2-col-c: ಮಾಡುತ್ತಿದೆ. ಎ ಐ ಬಂದಿದೆ ಎಂದು ಯಾರೂ ಆತಂಕಗೊಳ್ಳಬಾರದು ಎ ಐ ನಿಂದ ಹೊಸ ಉದ್ಯೋಗ ವಕಾಶಗಳು ದೊರೆಯಲಿವೆ. ಆದರೆ ವಿದ್ಯಾರ್ಥಿಗಳು ಎ ಐ ಅನ್ನು ಬಳಸುವ ಚಾಕಚಕ್ಯತೆಯನ್ನು ಹೊಂದಿರಬೇಕು ಎಂದು ಹೇಳಿದರು. ಸಮಾರಂಭದಲ್ಲಿ ಗೌರವಾನ್ವಿತ ಅತಿಥಿಗಳಾಗಿ ತೋರಣಗಲ್ಲಿನ ಜಿಂದಾಲ್ ಸ್ಟೀಲ್ ಲಿಮಿಟೆಡ್ ನ ಮಾಜಿ ಅಧ್ಯಕ್ಷ ರಾಜಶೇಖರ ಪಟ್ಟಣಶೆಟ್ಟಿ, ವಿಶೇಷ ಆಹ್ವಾನಿತರಾಗಿ ಸ್ಥಳೀಯ ಎಂ.ಎಸ್.ಪಿ.ಎಲ್ ನ ಕಾರ್ಪೋರೇಟ್ ಕಮ್ಯುನಿಕೇಷನ್ ವಿಭಾಗದ ಕಾರ್ಯನಿರ್ವಾಹಕ ನಿರ್ದೇಶಕ ಕೆ. ಪ್ರಭಾದೇವ ಭಾಗವಹಿಸಿ ಮಾತನಾಡಿದರು. ಇದಕ್ಕೆ ಪೂರಕವಾಗಿ ಕೆಲಸ xyxy=(851,535,1000,966)
article5-byline: ದೂರ ದೃಷ್ಟಿ ವಾರ್ತಾ xyxy=(688,1035,791,1051)
page-number: Page No 2 xyxy=(1374,193,1448,212)
article3-url[interactable]: swdhmis.karnata.gov.in xyxy=(523,1066,688,1084)
article6-headline: ತುಮಕೂರಿನ ಹೆಸರು ಬದಲಾವಣೆ ಇಲ್ಲ : ಊಹಾಪೋಹಗಳಿಗೆ ಪರಮೇಶ್ವರ್ ಸ್ಪಷ್ಟನೆ xyxy=(345,1902,1343,1947)
article4-byline: ದೂರ ದೃಷ್ಟಿ ವಾರ್ತಾ xyxy=(199,1500,304,1516)
article3-headline-line2: ವಿದ್ಯಾರ್ಥಿ ನಿಲಯಗಳಲ್ಲಿ ಪ್ರವೇಶ ಪಡೆಯಲು ಅರ್ಜಿ ಆಹ್ವಾನ xyxy=(199,1009,618,1035)
article3-col2: ಎಸ್.ಎಸ್.ಪಿ. ನೋಂದಣಿ ಸಂಖ್ಯೆ ಮತ್ತು ಎಸ್.ಎಟಿ.ಎಸ್. ನಂಬರ್, ಜಾತಿ ಪ್ರಮಾಣ ಪತ್ರ, ಆದಾಯ ಪ್ರಮಾಣ ಪತ್ರ, ಕಾಲೇಜಿನಲ್ಲಿ ಪ್ರವೇಶ ಪಡೆದ ವಿದ್ಯಾರ್ಥಿಯ ನೋಂದಣಿ ಸಂಖ್ಯೆ, ವಿದ್ಯಾರ್ಥಿಯ ಆಧಾರ್ ಸಂಖ್ಯೆಯ ಮೊಬೈಲ್ ಸಂಖ್ಯೆ ಜೋಡಣೆಯಾಗಿರುವುದು, ವಿದ್ಯಾರ್ಥಿಯ ಪೂರ್ಣ ವಿಳಾಸ, ವಿದ್ಯಾರ್ಥಿಯ ಭಾವಚಿತ್ರ ಹಾಗೂ ವಿದ್ಯಾರ್ಥಿಯ ಹಿಂದಿನ ವರ್ಷದ ಅಂಕಪಟ್ಟಿಗಳ ದಾಖಲೆ 'ಗೂಗಲಿಗೆ ಆನ್ಲೈನ್ ಮೂಲಕ ಅರ್ಜಿ ಸಲ್ಲಿಸಬೇಕು.ಅರ್ಹ ವಿದ್ಯಾರ್ಥಿ ಗಳು ಸಮಾಜ xyxy=(361,1045,510,1367)
article3-col1: ದೂರ ದೃಷ್ಟಿ ವಾರ್ತಾ ಕಲಬುರಗಿ,ಮೇ.22. 2026-27ನೇ ಸಾಲಿನಲ್ಲಿ ಸಮಾಜ ಕಲ್ಯಾಣ ಇಲಾಖೆ ವತಿಯಿಂದ ನಡೆಯುತ್ತಿರುವ ಮೆಟ್ರಿಕ್ ಪೂರ್ವ/ ನಂತರ ಬಾಲಕ/ಬಾಲಕಿಯರ ವಿದ್ಯಾರ್ಥಿ ನಿಲಯಗಳ ಪ್ರವೇಶಕ್ಕಾಗಿ ಅರ್ಹ ಪರಿಶಿಷ್ಟ ಜಾತಿ/ ಪರಿಶಿಷ್ಟ ಪಂಗಡ ಮತ್ತು ಇತರೆ ವಿದ್ಯಾರ್ಥಿಗಳಿಂದ ಆನ್ಲೈನ್ ಮೂಲಕ ಅರ್ಜಿ ಆಹ್ವಾನಿಸಲಾಗಿದೆ ಎಂದು ಕಲಬುರಗಿ ಸಮಾಜ ಕಲ್ಯಾಣ ಇಲಾಖೆಯ ಸಹಾಯಕ ನಿರ್ದೇಶಕರು (ಗ್ರೇಡ್-1) ಅವರು ತಿಳಿಸಿದ್ದಾರೆ. ವಿದ್ಯಾರ್ಥಿ xyxy=(199,1045,348,1367)
section-divider xyxy=(199,1894,1489,1896)
pledge-photo xyxy=(202,322,503,465)
article2-byline: ದೂರ ದೃಷ್ಟಿ ವಾರ್ತಾ xyxy=(520,297,665,313)
